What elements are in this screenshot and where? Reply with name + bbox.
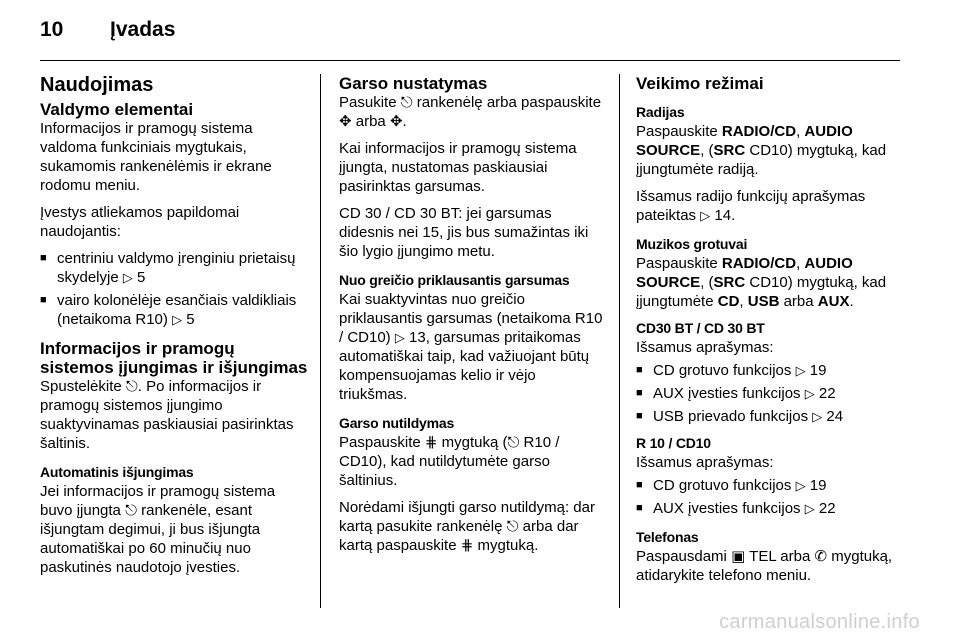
cd30-list xyxy=(636,361,904,426)
paragraph: Paspauskite RADIO/CD, AUDIO SOURCE, (SRC CD10) mygtuką, kad įjungtumėte CD, USB arba AUX. xyxy=(636,255,887,310)
paragraph: Paspauskite RADIO/CD, AUDIO SOURCE, (SRC CD10) mygtuką, kad įjungtumėte radiją. xyxy=(636,123,887,178)
paragraph: Norėdami išjungti garso nutildymą: dar kartą pasukite rankenėlę ⎋ arba dar kartą paspauskite ⋕ mygtuką. xyxy=(339,499,595,554)
paragraph: Paspauskite ⋕ mygtuką (⎋ R10 / CD10), kad nutildytumėte garso šaltinius. xyxy=(339,434,560,489)
paragraph: Pasukite ⎋ rankenėlę arba paspauskite ✥ arba ✥. xyxy=(339,94,602,130)
paragraph: Išsamus radijo funkcijų aprašymas pateiktas ▷ 14. xyxy=(636,188,866,224)
mute-icon: ⋕ xyxy=(424,434,438,451)
paragraph: Jei informacijos ir pramogų sistema buvo įjungta ⎋ rankenėle, esant išjungtam degimui, ji bus išjungta automatiškai po 60 minučių nuo paskutinės naudotojo įvesties. xyxy=(40,483,276,576)
heading-phone: Telefonas xyxy=(636,529,699,545)
header-rule xyxy=(40,60,900,61)
power-knob-icon: ⎋ xyxy=(400,94,413,111)
watermark: carmanualsonline.info xyxy=(719,611,920,633)
heading-auto-off: Automatinis išjungimas xyxy=(40,464,194,480)
page-title: Įvadas xyxy=(110,18,176,41)
paragraph: Įvestys atliekamos papildomai naudojantis: xyxy=(40,204,240,240)
heading-on-off: Informacijos ir pramogų sistemos įjungimas ir išjungimas xyxy=(40,339,308,377)
list-item: ■ centriniu valdymo įrenginiu prietaisų skydelyje ▷ 5 xyxy=(40,249,308,287)
paragraph: Spustelėkite ⎋. Po informacijos ir pramogų sistemos įjungimo suaktyvinamas paskiausiai pasirinktas šaltinis. xyxy=(40,378,294,452)
column-2 xyxy=(339,74,607,563)
power-knob-icon: ⎋ xyxy=(506,518,519,535)
paragraph: Kai suaktyvintas nuo greičio priklausantis garsumas (netaikoma R10 / CD10) ▷ 13, garsumas pritaikomas automatiškai taip, kad važiuojant būtų kompensuojamas kelio ir vėjo triukšmas. xyxy=(339,291,603,403)
page-number: 10 xyxy=(40,18,64,41)
column-divider xyxy=(320,74,321,608)
paragraph: Informacijos ir pramogų sistema valdoma funkciniais mygtukais, sukamomis rankenėlėmis ir ekrane rodomu meniu. xyxy=(40,120,272,194)
list-item: ■ CD grotuvo funkcijos ▷ 19 xyxy=(636,476,904,495)
page-ref-icon: ▷ xyxy=(804,501,815,516)
paragraph: CD 30 / CD 30 BT: jei garsumas didesnis nei 15, jis bus sumažintas iki šio lygio įjungimo metu. xyxy=(339,205,589,260)
page-ref-icon: ▷ xyxy=(700,208,711,223)
paragraph: Kai informacijos ir pramogų sistema įjungta, nustatomas paskiausiai pasirinktas garsumas. xyxy=(339,140,577,195)
column-3 xyxy=(636,74,904,593)
paragraph: Paspausdami ▣ TEL arba ✆ mygtuką, atidarykite telefono meniu. xyxy=(636,548,893,584)
heading-operating-modes: Veikimo režimai xyxy=(636,74,764,93)
heading-r10: R 10 / CD10 xyxy=(636,435,711,451)
heading-speed-volume: Nuo greičio priklausantis garsumas xyxy=(339,272,570,288)
power-knob-icon: ⎋ xyxy=(125,378,138,395)
page-ref-icon: ▷ xyxy=(795,363,806,378)
page-ref-icon: ▷ xyxy=(804,386,815,401)
heading-mute: Garso nutildymas xyxy=(339,415,455,431)
power-knob-icon: ⎋ xyxy=(507,434,520,451)
heading-cd30: CD30 BT / CD 30 BT xyxy=(636,320,765,336)
heading-controls: Valdymo elementai xyxy=(40,100,194,119)
volume-up-icon: ✥ xyxy=(339,113,352,130)
list-item: ■ vairo kolonėlėje esančiais valdikliais (netaikoma R10) ▷ 5 xyxy=(40,291,308,329)
heading-sound-settings: Garso nustatymas xyxy=(339,74,488,93)
phone-icon: ✆ xyxy=(814,548,828,565)
list-item: ■ AUX įvesties funkcijos ▷ 22 xyxy=(636,384,904,403)
description-label: Išsamus aprašymas: xyxy=(636,339,774,356)
mute-icon: ⋕ xyxy=(460,537,474,554)
page-ref-icon: ▷ xyxy=(812,409,823,424)
heading-music-players: Muzikos grotuvai xyxy=(636,236,748,252)
phone-menu-icon: ▣ xyxy=(731,548,746,565)
input-list xyxy=(40,249,308,329)
r10-list xyxy=(636,476,904,518)
heading-radio: Radijas xyxy=(636,104,685,120)
description-label: Išsamus aprašymas: xyxy=(636,454,774,471)
list-item: ■ CD grotuvo funkcijos ▷ 19 xyxy=(636,361,904,380)
page-ref-icon: ▷ xyxy=(172,312,183,327)
page-ref-icon: ▷ xyxy=(122,270,133,285)
page-ref-icon: ▷ xyxy=(394,330,405,345)
page-ref-icon: ▷ xyxy=(795,478,806,493)
column-1 xyxy=(40,74,308,585)
section-heading-usage: Naudojimas xyxy=(40,74,154,96)
volume-down-icon: ✥ xyxy=(389,113,403,130)
power-knob-icon: ⎋ xyxy=(125,502,137,519)
list-item: ■ USB prievado funkcijos ▷ 24 xyxy=(636,407,904,426)
list-item: ■ AUX įvesties funkcijos ▷ 22 xyxy=(636,499,904,518)
column-divider xyxy=(619,74,620,608)
